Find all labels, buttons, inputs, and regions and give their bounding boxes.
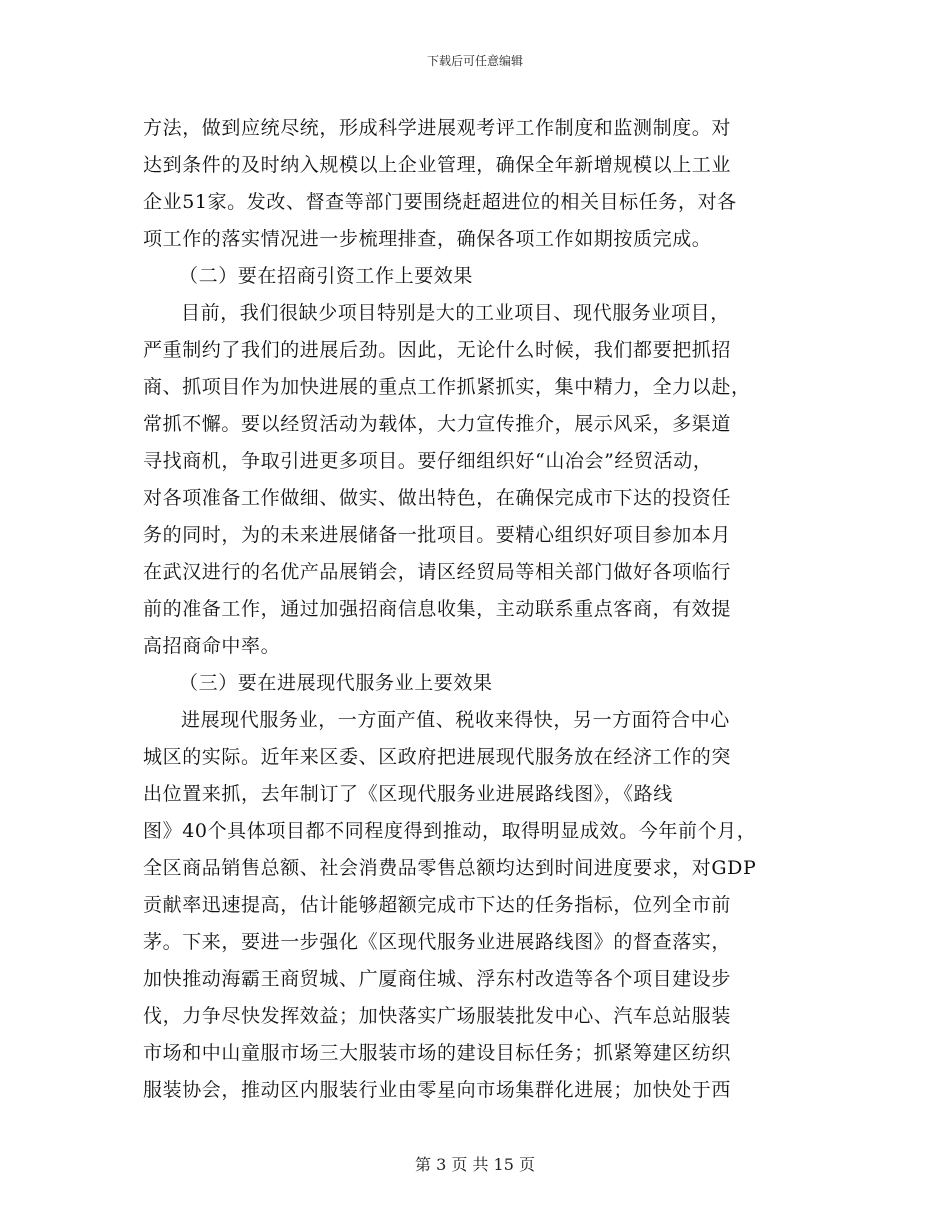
body-line: 项工作的落实情况进一步梳理排查，确保各项工作如期按质完成。 [143,228,712,250]
body-line: 茅。下来，要进一步强化《区现代服务业进展路线图》的督查落实， [143,931,732,953]
body-line: 目前，我们很缺少项目特别是大的工业项目、现代服务业项目， [181,302,730,324]
body-line: 贡献率迅速提高，估计能够超额完成市下达的任务指标，位列全市前 [143,894,732,916]
body-line: 寻找商机，争取引进更多项目。要仔细组织好“山冶会”经贸活动， [143,450,713,472]
body-line: 市场和中山童服市场三大服装市场的建设目标任务；抓紧筹建区纺织 [143,1042,732,1064]
body-line: 对各项准备工作做细、做实、做出特色，在确保完成市下达的投资任 [143,487,732,509]
body-line: 全区商品销售总额、社会消费品零售总额均达到时间进度要求，对GDP [143,857,757,879]
body-line: 严重制约了我们的进展后劲。因此，无论什么时候，我们都要把抓招 [143,339,732,361]
body-line: 企业51家。发改、督查等部门要围绕赶超进位的相关目标任务，对各 [143,191,737,213]
section-heading: （三）要在进展现代服务业上要效果 [179,672,493,694]
body-line: 务的同时，为的未来进展储备一批项目。要精心组织好项目参加本月 [143,524,732,546]
body-line: 伐，力争尽快发挥效益；加快落实广场服装批发中心、汽车总站服装 [143,1005,732,1027]
body-line: 高招商命中率。 [143,635,281,657]
body-line: 出位置来抓，去年制订了《区现代服务业进展路线图》，《路线 [143,783,673,805]
body-line: 在武汉进行的名优产品展销会，请区经贸局等相关部门做好各项临行 [143,561,732,583]
body-line: 图》40个具体项目都不同程度得到推动，取得明显成效。今年前个月， [143,820,757,842]
body-line: 达到条件的及时纳入规模以上企业管理，确保全年新增规模以上工业 [143,154,732,176]
body-line: 城区的实际。近年来区委、区政府把进展现代服务放在经济工作的突 [143,746,732,768]
section-heading: （二）要在招商引资工作上要效果 [179,265,474,287]
body-line: 前的准备工作，通过加强招商信息收集，主动联系重点客商，有效提 [143,598,732,620]
body-line: 商、抓项目作为加快进展的重点工作抓紧抓实，集中精力，全力以赴， [143,376,751,398]
page-number: 第 3 页 共 15 页 [415,1155,535,1174]
body-line: 方法，做到应统尽统，形成科学进展观考评工作制度和监测制度。对 [143,117,732,139]
body-line: 进展现代服务业，一方面产值、税收来得快，另一方面符合中心 [181,709,730,731]
body-line: 服装协会，推动区内服装行业由零星向市场集群化进展；加快处于西 [143,1079,732,1101]
body-line: 常抓不懈。要以经贸活动为载体，大力宣传推介，展示风采，多渠道 [143,413,732,435]
body-line: 加快推动海霸王商贸城、广厦商住城、浮东村改造等各个项目建设步 [143,968,732,990]
page-header: 下载后可任意编辑 [426,54,523,68]
